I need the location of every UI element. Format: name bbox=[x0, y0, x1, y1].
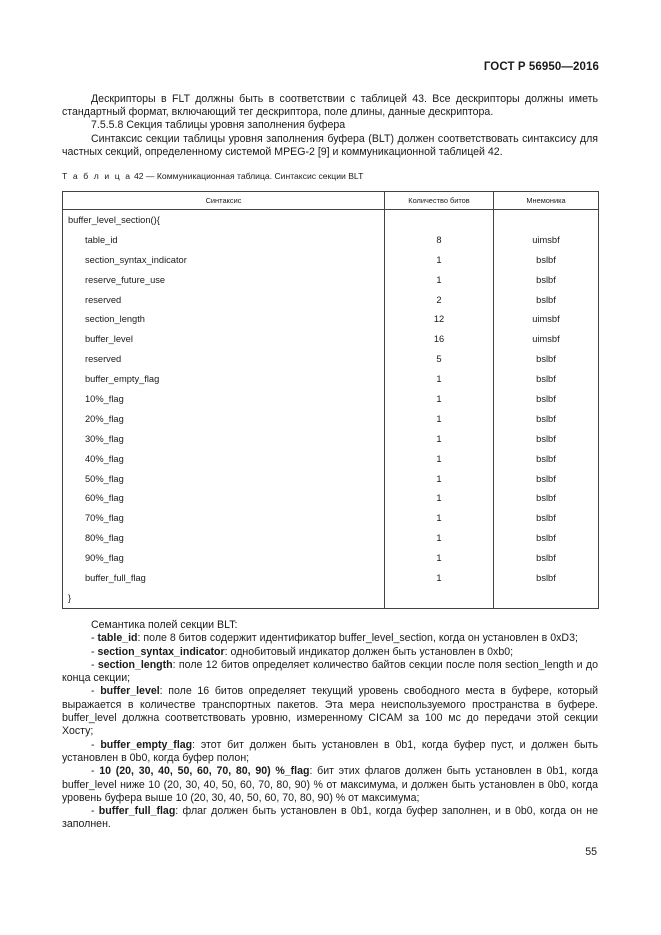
table-row bbox=[63, 250, 599, 270]
mnemonic: uimsbf bbox=[494, 329, 599, 349]
table-row bbox=[63, 210, 599, 230]
semantics-item bbox=[62, 739, 598, 766]
table-row bbox=[63, 329, 599, 349]
field-name: reserved bbox=[63, 290, 385, 310]
field-name: 90%_flag bbox=[63, 548, 385, 568]
field-name: 60%_flag bbox=[63, 488, 385, 508]
table-caption bbox=[62, 171, 363, 181]
item-dash: - bbox=[91, 645, 98, 658]
bit-count: 1 bbox=[385, 528, 494, 548]
item-dash: - bbox=[91, 685, 101, 698]
table-caption-text: 42 — Коммуникационная таблица. Синтаксис секции BLT bbox=[131, 171, 364, 181]
field-description: : поле 12 битов определяет количество байтов секции после поля section_length и до конца секции; bbox=[62, 658, 598, 685]
bit-count: 1 bbox=[385, 568, 494, 588]
field-name: 50%_flag bbox=[63, 469, 385, 489]
intro-paragraph: Дескрипторы в FLT должны быть в соответствии с таблицей 43. Все дескрипторы должны иметь стандартный формат, включающий тег дескриптора, поле длины, данные дескриптора. bbox=[62, 93, 598, 119]
field-name: 70%_flag bbox=[63, 508, 385, 528]
field-name: table_id bbox=[63, 230, 385, 250]
table-row bbox=[63, 488, 599, 508]
bit-count: 1 bbox=[385, 449, 494, 469]
header-bits: Количество битов bbox=[385, 192, 494, 210]
bit-count: 1 bbox=[385, 270, 494, 290]
bit-count: 1 bbox=[385, 389, 494, 409]
bit-count: 1 bbox=[385, 250, 494, 270]
semantics-item bbox=[62, 659, 598, 686]
table-row bbox=[63, 528, 599, 548]
document-header: ГОСТ Р 56950—2016 bbox=[483, 61, 599, 73]
table-row bbox=[63, 349, 599, 369]
bit-count: 1 bbox=[385, 508, 494, 528]
bit-count: 8 bbox=[385, 230, 494, 250]
bit-count: 1 bbox=[385, 429, 494, 449]
intro-paragraph: Синтаксис секции таблицы уровня заполнения буфера (BLT) должен соответствовать синтаксису для частных секций, определенному системой MPEG-2 [9] и коммуникационной таблицей 42. bbox=[62, 132, 598, 158]
bit-count: 2 bbox=[385, 290, 494, 310]
field-name: buffer_empty_flag bbox=[63, 369, 385, 389]
bit-count: 5 bbox=[385, 349, 494, 369]
page-number: 55 bbox=[585, 846, 597, 858]
semantics-item bbox=[62, 765, 598, 805]
field-name: reserved bbox=[63, 349, 385, 369]
mnemonic: bslbf bbox=[494, 469, 599, 489]
semantics-item bbox=[62, 646, 598, 659]
mnemonic: bslbf bbox=[494, 290, 599, 310]
semantics-title: Семантика полей секции BLT: bbox=[91, 619, 238, 631]
item-dash: - bbox=[91, 658, 98, 671]
mnemonic: bslbf bbox=[494, 270, 599, 290]
mnemonic: bslbf bbox=[494, 429, 599, 449]
semantics-item bbox=[62, 632, 598, 645]
table-row bbox=[63, 508, 599, 528]
field-name: section_length bbox=[63, 309, 385, 329]
field-name: section_syntax_indicator bbox=[63, 250, 385, 270]
table-row bbox=[63, 369, 599, 389]
field-description: : бит этих флагов должен быть установлен в 0b1, когда buffer_level ниже 10 (20, 30, 40, 50, 60, 70, 80, 90) % от максимума, и должен быть установлен в 0b0, когда уровень буфера выше 10 (20, 30, 40, 50, 60, 70, 80, 90) % от максимума; bbox=[62, 765, 598, 804]
field-description: : этот бит должен быть установлен в 0b1, когда буфер пуст, и должен быть установлен в 0b0, когда буфер полон; bbox=[62, 738, 598, 764]
mnemonic: bslbf bbox=[494, 409, 599, 429]
mnemonic: bslbf bbox=[494, 389, 599, 409]
syntax-table bbox=[62, 191, 599, 609]
mnemonic: bslbf bbox=[494, 528, 599, 548]
field-semantics bbox=[62, 619, 598, 832]
header-mnemonic: Мнемоника bbox=[494, 192, 599, 210]
mnemonic: uimsbf bbox=[494, 309, 599, 329]
table-row bbox=[63, 409, 599, 429]
field-term: section_length bbox=[97, 658, 173, 671]
table-row bbox=[63, 270, 599, 290]
field-name: buffer_level bbox=[63, 329, 385, 349]
header-syntax: Синтаксис bbox=[63, 192, 385, 210]
field-description: : однобитовый индикатор должен быть установлен в 0xb0; bbox=[224, 645, 514, 658]
syntax-closing: } bbox=[63, 588, 385, 608]
table-row bbox=[63, 429, 599, 449]
field-name: 30%_flag bbox=[63, 429, 385, 449]
table-row bbox=[63, 469, 599, 489]
field-description: : поле 16 битов определяет текущий уровень свободного места в буфере, который выражается в количестве транспортных пакетов. Эта мера неиспользуемого пространства в буфере. buffer_level должна соответствовать уровню, измеренному CICAM за 100 мс до передачи этой секции Хосту; bbox=[62, 685, 598, 738]
field-description: : поле 8 битов содержит идентификатор buffer_level_section, когда он установлен в 0xD3; bbox=[137, 632, 578, 645]
table-row bbox=[63, 548, 599, 568]
bit-count: 1 bbox=[385, 469, 494, 489]
field-name: buffer_full_flag bbox=[63, 568, 385, 588]
table-row bbox=[63, 449, 599, 469]
bit-count: 12 bbox=[385, 309, 494, 329]
item-dash: - bbox=[91, 805, 99, 818]
field-name: 80%_flag bbox=[63, 528, 385, 548]
semantics-item bbox=[62, 805, 598, 832]
table-row bbox=[63, 290, 599, 310]
field-name: 20%_flag bbox=[63, 409, 385, 429]
bit-count: 1 bbox=[385, 409, 494, 429]
field-name: 10%_flag bbox=[63, 389, 385, 409]
section-heading: 7.5.5.8 Секция таблицы уровня заполнения буфера bbox=[91, 119, 346, 132]
field-term: buffer_empty_flag bbox=[100, 738, 193, 751]
bit-count: 1 bbox=[385, 548, 494, 568]
mnemonic: bslbf bbox=[494, 369, 599, 389]
mnemonic: bslbf bbox=[494, 449, 599, 469]
table-row bbox=[63, 568, 599, 588]
mnemonic: bslbf bbox=[494, 349, 599, 369]
field-term: 10 (20, 30, 40, 50, 60, 70, 80, 90) %_flag bbox=[99, 765, 310, 778]
table-row bbox=[63, 588, 599, 608]
field-description: : флаг должен быть установлен в 0b1, когда буфер заполнен, и в 0b0, когда он не заполнен. bbox=[62, 805, 598, 831]
table-row bbox=[63, 309, 599, 329]
item-dash: - bbox=[91, 765, 100, 778]
syntax-opening: buffer_level_section(){ bbox=[63, 210, 385, 230]
table-caption-label: Т а б л и ц а bbox=[62, 171, 132, 181]
mnemonic: bslbf bbox=[494, 568, 599, 588]
table-row bbox=[63, 389, 599, 409]
semantics-item bbox=[62, 685, 598, 738]
field-term: section_syntax_indicator bbox=[97, 645, 225, 658]
item-dash: - bbox=[91, 738, 101, 751]
bit-count: 1 bbox=[385, 369, 494, 389]
field-term: buffer_level bbox=[100, 685, 160, 698]
mnemonic: bslbf bbox=[494, 548, 599, 568]
bit-count: 16 bbox=[385, 329, 494, 349]
mnemonic: bslbf bbox=[494, 250, 599, 270]
bit-count: 1 bbox=[385, 488, 494, 508]
field-name: 40%_flag bbox=[63, 449, 385, 469]
field-name: reserve_future_use bbox=[63, 270, 385, 290]
mnemonic: bslbf bbox=[494, 508, 599, 528]
field-term: buffer_full_flag bbox=[98, 805, 176, 818]
intro-text bbox=[62, 93, 598, 159]
mnemonic: bslbf bbox=[494, 488, 599, 508]
table-row bbox=[63, 230, 599, 250]
table-header-row bbox=[63, 192, 599, 210]
mnemonic: uimsbf bbox=[494, 230, 599, 250]
field-term: table_id bbox=[97, 632, 138, 645]
item-dash: - bbox=[91, 632, 98, 645]
